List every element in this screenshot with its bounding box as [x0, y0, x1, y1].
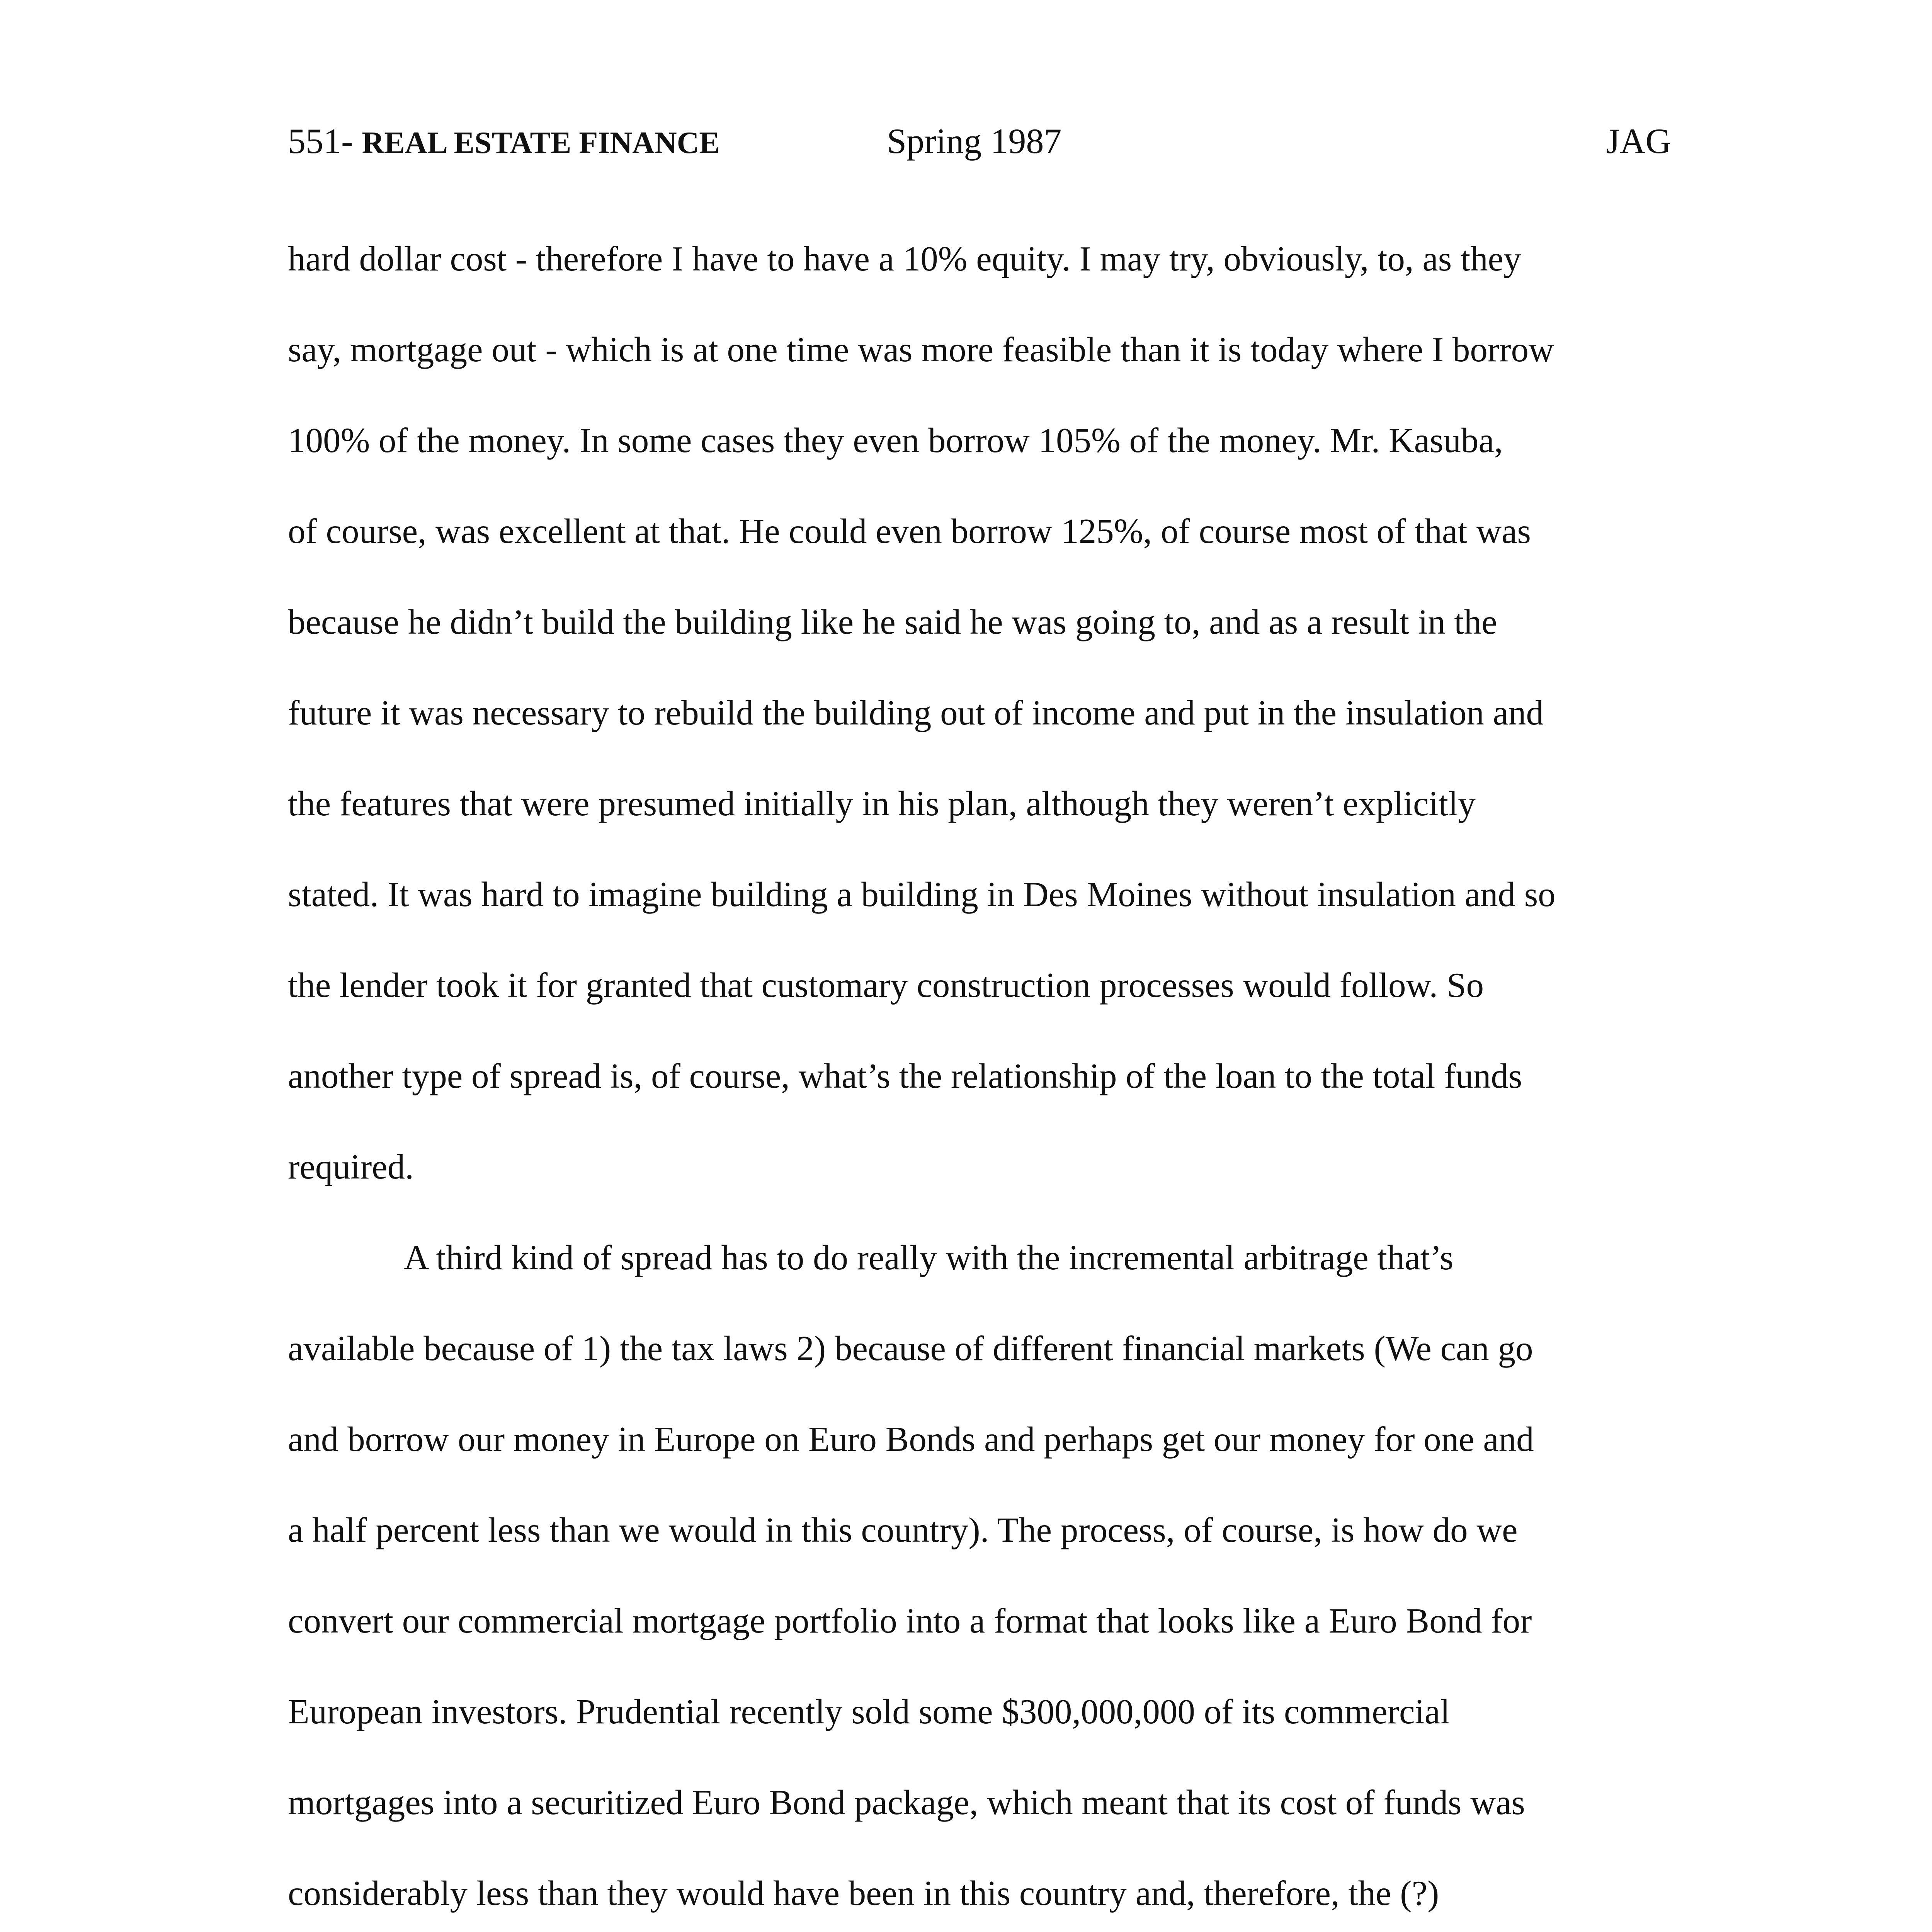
text-line: and borrow our money in Europe on Euro Bonds and perhaps get our money for one and — [288, 1420, 1534, 1459]
text-line: future it was necessary to rebuild the building out of income and put in the insulation and — [288, 693, 1544, 732]
text-line: a half percent less than we would in this country). The process, of course, is how do we — [288, 1510, 1518, 1549]
text-line: required. — [288, 1147, 414, 1186]
text-line: say, mortgage out - which is at one time was more feasible than it is today where I borrow — [288, 330, 1554, 369]
course-label — [288, 116, 720, 168]
paragraph-start-line: A third kind of spread has to do really with the incremental arbitrage that’s — [404, 1238, 1454, 1277]
text-line: 100% of the money. In some cases they even borrow 105% of the money. Mr. Kasuba, — [288, 421, 1503, 460]
text-line: European investors. Prudential recently sold some $300,000,000 of its commercial — [288, 1692, 1450, 1731]
body-text — [288, 228, 1671, 1932]
term-label: Spring 1987 — [887, 121, 1062, 161]
text-line: of course, was excellent at that. He could even borrow 125%, of course most of that was — [288, 512, 1531, 551]
text-line: because he didn’t build the building like he said he was going to, and as a result in the — [288, 602, 1497, 641]
text-line: the features that were presumed initially in his plan, although they weren’t explicitly — [288, 784, 1476, 823]
text-line: the lender took it for granted that customary construction processes would follow. So — [288, 966, 1484, 1005]
text-line: available because of 1) the tax laws 2) because of different financial markets (We can go — [288, 1329, 1533, 1368]
course-title: REAL ESTATE FINANCE — [362, 126, 720, 160]
text-line: another type of spread is, of course, what’s the relationship of the loan to the total funds — [288, 1056, 1522, 1095]
author-initials: JAG — [1606, 121, 1671, 161]
text-line: hard dollar cost - therefore I have to have a 10% equity. I may try, obviously, to, as they — [288, 239, 1521, 278]
text-line: mortgages into a securitized Euro Bond package, which meant that its cost of funds was — [288, 1783, 1525, 1822]
text-line: considerably less than they would have been in this country and, therefore, the (?) — [288, 1874, 1439, 1913]
page-header — [288, 116, 1671, 166]
text-line: convert our commercial mortgage portfolio into a format that looks like a Euro Bond for — [288, 1601, 1532, 1640]
course-number: 551- — [288, 121, 362, 161]
text-line: stated. It was hard to imagine building a building in Des Moines without insulation and so — [288, 875, 1556, 914]
